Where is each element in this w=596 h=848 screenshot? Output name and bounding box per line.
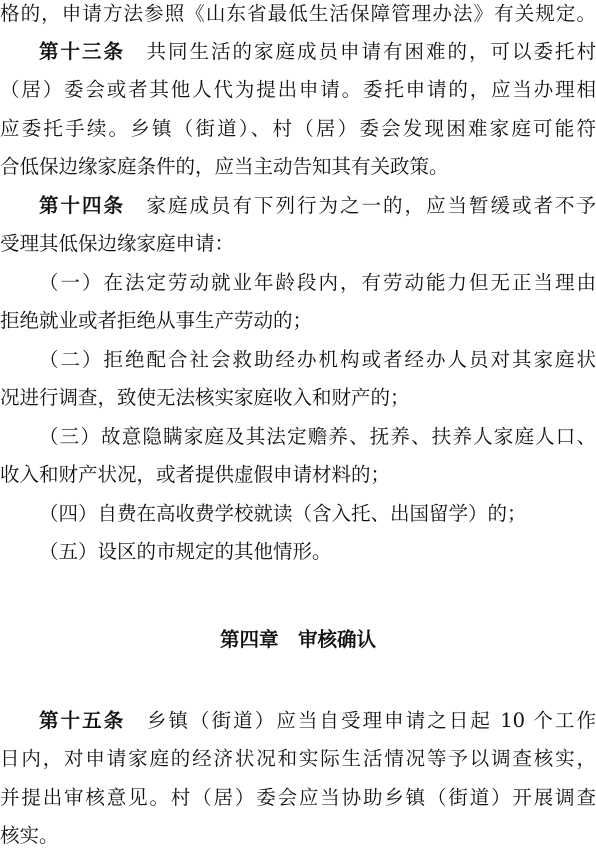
text-line: （居）委会或者其他人代为提出申请。委托申请的，应当办理相 — [0, 78, 596, 101]
text-line: 日内，对申请家庭的经济状况和实际生活情况等予以调查核实， — [0, 747, 596, 770]
article-15-first-line — [0, 709, 596, 733]
list-item-2: （二）拒绝配合社会救助经办机构或者经办人员对其家庭状 — [39, 348, 596, 371]
text-line: 核实。 — [0, 824, 59, 847]
chapter-heading: 第四章 审核确认 — [219, 628, 376, 651]
article-13-first-line — [0, 40, 596, 64]
article-14-label: 第十四条 — [39, 194, 125, 217]
text-line: 格的，申请方法参照《山东省最低生活保障管理办法》有关规定。 — [0, 2, 596, 25]
article-14-first-line — [0, 194, 596, 218]
text-line: 况进行调查，致使无法核实家庭收入和财产的； — [0, 386, 410, 409]
text-line: 并提出审核意见。村（居）委会应当协助乡镇（街道）开展调查 — [0, 786, 596, 809]
list-item-1: （一）在法定劳动就业年龄段内，有劳动能力但无正当理由 — [39, 271, 596, 294]
article-14-text: 家庭成员有下列行为之一的，应当暂缓或者不予 — [125, 194, 596, 217]
list-item-5: （五）设区的市规定的其他情形。 — [39, 540, 332, 563]
text-line: 受理其低保边缘家庭申请： — [0, 232, 235, 255]
article-13-text: 共同生活的家庭成员申请有困难的，可以委托村 — [125, 40, 596, 63]
list-item-3: （三）故意隐瞒家庭及其法定赡养、抚养、扶养人家庭人口、 — [39, 425, 596, 448]
article-15-text: 乡镇（街道）应当自受理申请之日起 10 个工作 — [125, 709, 596, 732]
article-15-label: 第十五条 — [39, 709, 126, 732]
list-item-4: （四）自费在高收费学校就读（含入托、出国留学）的； — [39, 502, 527, 525]
text-line: 收入和财产状况，或者提供虚假申请材料的； — [0, 463, 391, 486]
text-line: 合低保边缘家庭条件的，应当主动告知其有关政策。 — [0, 155, 449, 178]
text-line: 拒绝就业或者拒绝从事生产劳动的； — [0, 309, 313, 332]
article-13-label: 第十三条 — [39, 40, 125, 63]
text-line: 应委托手续。乡镇（街道）、村（居）委会发现困难家庭可能符 — [0, 117, 596, 140]
